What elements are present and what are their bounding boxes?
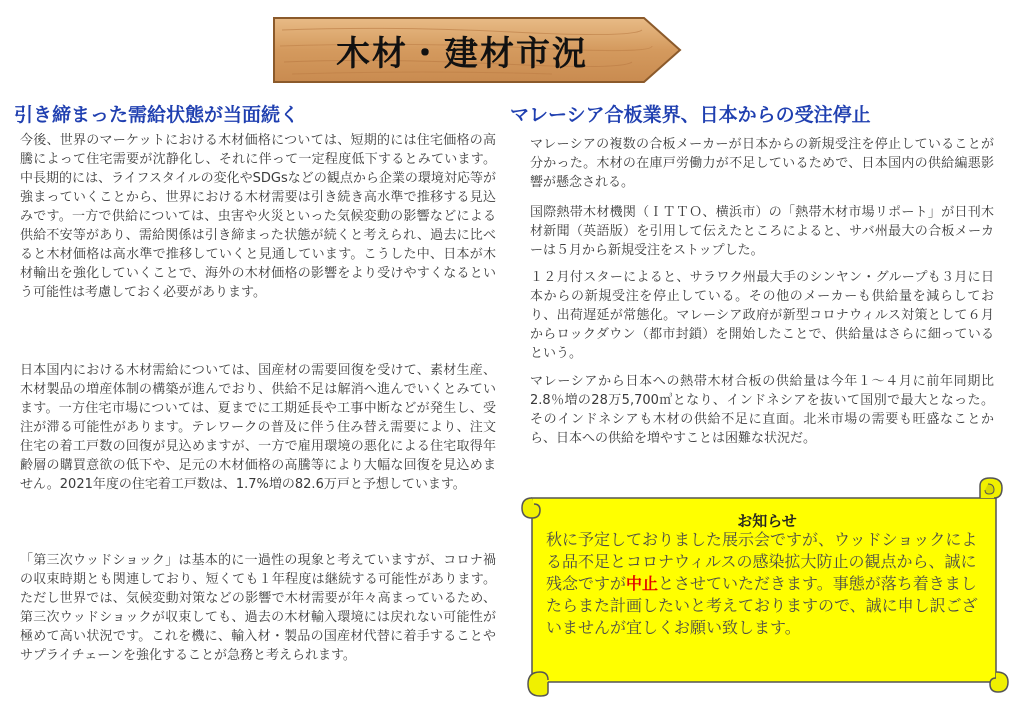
right-paragraph-1: マレーシアの複数の合板メーカーが日本からの新規受注を停止していることが分かった。木材の在庫戸労働力が不足しているためで、日本国内の供給編悪影響が懸念される。 <box>530 137 994 190</box>
notice-highlight: 中止 <box>626 574 659 593</box>
left-paragraph-1: 今後、世界のマーケットにおける木材価格については、短期的には住宅価格の高騰によって住宅需要が沈静化し、それに伴って一定程度低下するとみています。中長期的には、ライフスタイルの変化やSDGsなどの観点から企業の環境対応等が強まっていくことから、世界における木材需要は引き続き高水準で推移する見込みです。一方で供給については、虫害や火災といった気候変動の影響などによる供給不安等があり、需給関係は引き締まった状態が続くと考えられ、過去に比べると木材価格は高水準で推移していくと見通しています。こうした中、日本が木材輸出を強化していくことで、海外の木材価格の影響をより受けやすくなるという可能性は考慮しておく必要があります。 <box>20 133 496 300</box>
left-paragraph-2: 日本国内における木材需給については、国産材の需要回復を受けて、素材生産、木材製品の増産体制の構築が進んでおり、供給不足は解消へ進んでいくとみています。一方住宅市場については、夏までに工期延長や工事中断などが発生し、受注が滞る可能性があります。テレワークの普及に伴う住み替え需要により、注文住宅の着工戸数の回復が見込めますが、一方で雇用環境の悪化による住宅取得年齢層の購買意欲の低下や、足元の木材価格の高騰等により大幅な回復を見込めません。2021年度の住宅着工戸数は、1.7%増の82.6万戸と予想しています。 <box>20 363 496 492</box>
right-heading: マレーシア合板業界、日本からの受注停止 <box>510 104 871 126</box>
right-paragraph-3: １２月付スターによると、サラワク州最大手のシンヤン・グループも３月に日本からの新規受注を停止している。その他のメーカーも供給量を減らしており、出荷遅延が常態化。マレーシア政府が新型コロナウィルス対策として６月からロックダウン（都市封鎖）を開始したことで、供給量はさらに細っているという。 <box>530 270 994 361</box>
right-paragraph-4: マレーシアから日本への熱帯木材合板の供給量は今年１～４月に前年同期比2.8％増の28万5,700㎥となり、インドネシアを抜いて国別で最大となった。そのインドネシアも木材の供給不足に直面。北米市場の需要も旺盛なことから、日本への供給を増やすことは困難な状況だ。 <box>530 374 994 446</box>
notice-body <box>546 529 992 639</box>
page-title: 木材・建材市況 <box>336 33 588 74</box>
notice-text-before: 秋に予定しておりました展示会ですが、ウッドショックによる品不足とコロナウィルスの感染拡大防止の観点から、誠に残念ですが <box>546 530 978 593</box>
left-heading: 引き締まった需給状態が当面続く <box>14 104 300 126</box>
right-paragraph-2: 国際熱帯木材機関（ＩＴＴＯ、横浜市）の「熱帯木材市場リポート」が日刊木材新聞（英語版）を引用して伝えたところによると、サバ州最大の合板メーカーは５月から新規受注をストップした。 <box>530 205 994 258</box>
notice-text-after: とさせていただきます。事態が落ち着きましたらまた計画したいと考えておりますので、誠に申し訳ございませんが宜しくお願い致します。 <box>546 574 978 637</box>
title-sign <box>272 16 684 84</box>
notice-box <box>518 476 1012 698</box>
notice-title: お知らせ <box>737 512 797 530</box>
left-paragraph-3: 「第三次ウッドショック」は基本的に一過性の現象と考えていますが、コロナ禍の収束時期とも関連しており、短くても１年程度は継続する可能性があります。ただし世界では、気候変動対策などの影響で木材需要が年々高まっているため、第三次ウッドショックが収束しても、過去の木材輸入環境には戻れない可能性が極めて高い状況です。これを機に、輸入材・製品の国産材代替に着手することやサプライチェーンを強化することが急務と考えられます。 <box>20 553 496 663</box>
